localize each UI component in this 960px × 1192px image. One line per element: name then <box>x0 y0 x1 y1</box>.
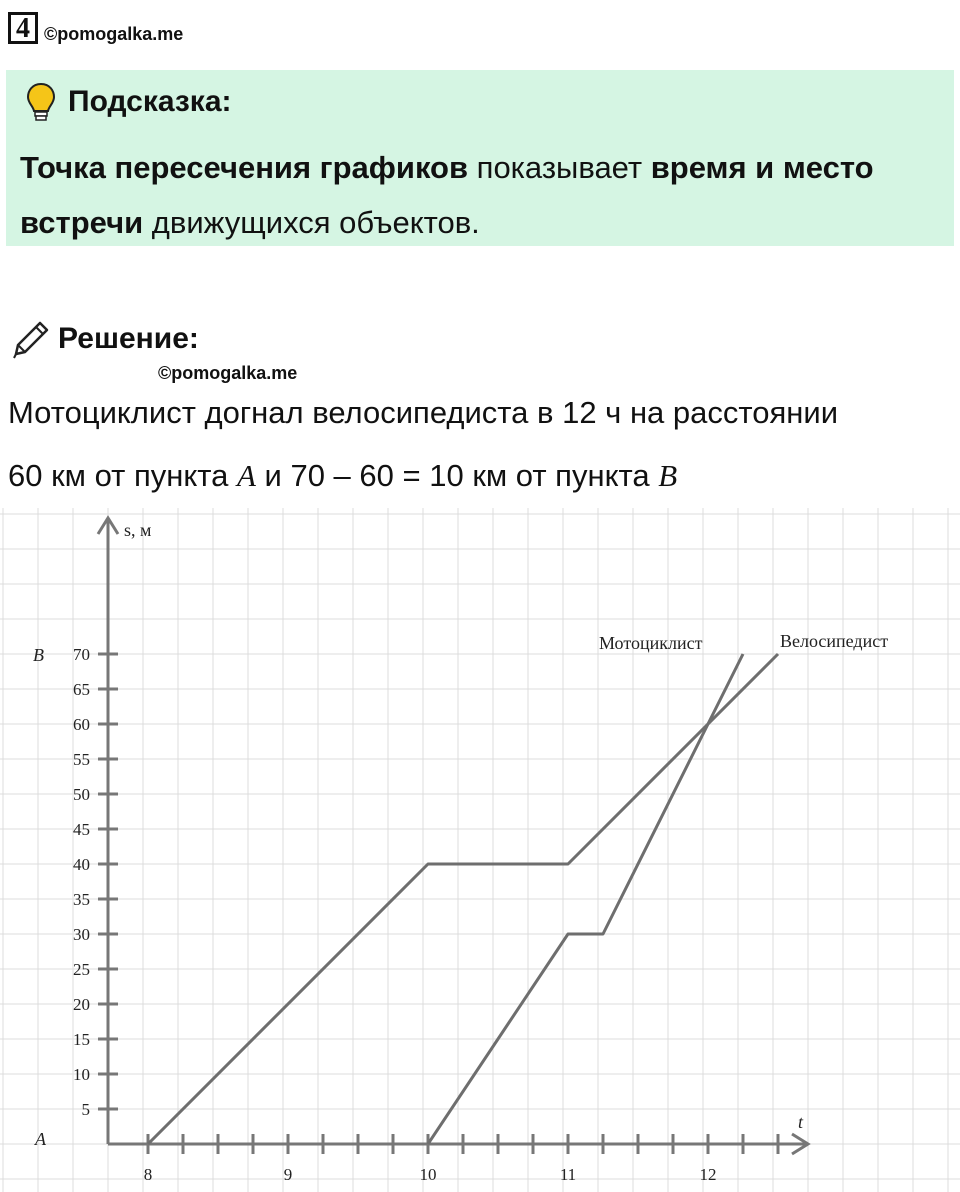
point-a-variable: A <box>236 458 256 493</box>
point-b-label: B <box>33 645 44 665</box>
y-tick-label: 70 <box>73 645 90 664</box>
x-tick-label: 9 <box>283 1165 293 1184</box>
y-tick-label: 35 <box>73 890 90 909</box>
solution-header <box>10 318 199 360</box>
x-axis-label: t <box>798 1112 804 1132</box>
hint-text-part: Точка пересечения графиков <box>20 150 469 185</box>
series-label-motorcyclist: Мотоциклист <box>599 633 703 653</box>
y-tick-label: 10 <box>73 1065 90 1084</box>
x-tick-label: 12 <box>699 1165 717 1184</box>
watermark: ©pomogalka.me <box>44 24 184 44</box>
hint-text-part: показывает <box>468 150 651 185</box>
pencil-icon <box>10 318 52 360</box>
watermark: ©pomogalka.me <box>158 363 298 383</box>
hint-title: Подсказка: <box>68 85 232 118</box>
hint-header <box>26 82 232 122</box>
y-tick-label: 20 <box>73 995 90 1014</box>
y-tick-label: 65 <box>73 680 90 699</box>
y-tick-label: 55 <box>73 750 90 769</box>
solution-title: Решение: <box>58 322 199 355</box>
solution-line-1: Мотоциклист догнал велосипедиста в 12 ч на расстоянии <box>8 395 839 430</box>
solution-line-2 <box>8 458 677 494</box>
x-tick-label: 11 <box>559 1165 577 1184</box>
chart-labels <box>33 520 888 1149</box>
chart-grid <box>0 508 960 1192</box>
lightbulb-icon <box>26 82 56 122</box>
hint-text-part: время и место встречи <box>20 150 874 240</box>
point-b-variable: B <box>658 458 678 493</box>
y-tick-label: 30 <box>73 925 90 944</box>
solution-line-2-part: 60 км от пункта <box>8 458 237 493</box>
chart-ticks <box>73 645 778 1184</box>
series-label-cyclist: Велосипедист <box>780 631 889 651</box>
y-tick-label: 50 <box>73 785 90 804</box>
y-tick-label: 60 <box>73 715 90 734</box>
hint-text <box>20 140 940 250</box>
y-tick-label: 5 <box>81 1100 90 1119</box>
y-tick-label: 45 <box>73 820 90 839</box>
hint-box <box>6 70 954 246</box>
solution-line-2-part: и 70 – 60 = 10 км от пункта <box>255 458 659 493</box>
x-tick-label: 10 <box>419 1165 437 1184</box>
chart-axes <box>98 518 808 1154</box>
y-tick-label: 15 <box>73 1030 90 1049</box>
y-tick-label: 40 <box>73 855 90 874</box>
x-tick-label: 8 <box>143 1165 153 1184</box>
distance-time-chart <box>0 508 960 1192</box>
hint-text-part: движущихся объектов. <box>143 205 480 240</box>
task-number: 4 <box>8 12 38 44</box>
point-a-label: A <box>35 1129 46 1149</box>
y-tick-label: 25 <box>73 960 90 979</box>
y-axis-label: s, м <box>124 520 152 540</box>
